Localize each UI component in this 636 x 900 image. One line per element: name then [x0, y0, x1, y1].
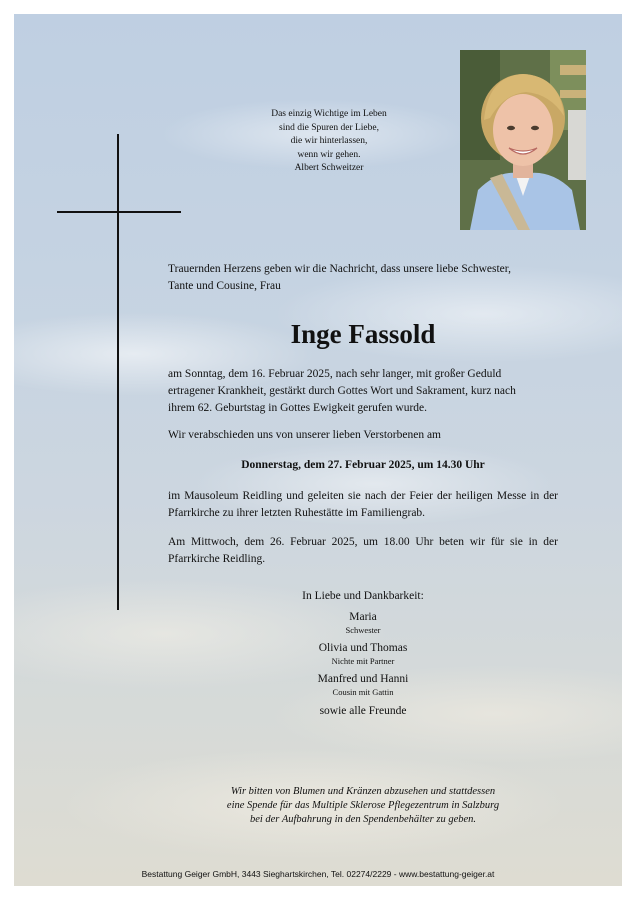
mourner-entry: [168, 610, 558, 636]
quote-block: [254, 108, 404, 176]
quote-line: sind die Spuren der Liebe,: [279, 122, 379, 133]
donation-request-line: Wir bitten von Blumen und Kränzen abzusehen und stattdessen: [230, 786, 496, 797]
quote-author: Albert Schweitzer: [294, 163, 364, 173]
quote-line: die wir hinterlassen,: [290, 136, 368, 146]
mourner-relation: Schwester: [345, 625, 381, 635]
mourner-name: Manfred und Hanni: [317, 673, 409, 685]
portrait-illustration: [460, 50, 586, 230]
mourner-entry: [168, 641, 558, 667]
cross-icon: [117, 134, 119, 610]
intro-line: Trauernden Herzens geben wir die Nachricht, dass unsere liebe Schwester,: [168, 263, 512, 275]
mourner-name: Olivia und Thomas: [318, 642, 408, 654]
prayer-notice: Am Mittwoch, dem 26. Februar 2025, um 18.00 Uhr beten wir für sie in der Pfarrkirche Reidling.: [168, 536, 558, 565]
donation-request-line: eine Spende für das Multiple Sklerose Pflegezentrum in Salzburg: [226, 800, 500, 811]
intro-text: [168, 261, 558, 295]
donation-request-line: bei der Aufbahrung in den Spendenbehälter zu geben.: [249, 814, 477, 825]
death-notice-line: am Sonntag, dem 16. Februar 2025, nach sehr langer, mit großer Geduld: [168, 368, 502, 380]
mourners-closing: sowie alle Freunde: [319, 705, 407, 717]
death-notice-line: ihrem 62. Geburtstag in Gottes Ewigkeit gerufen wurde.: [168, 402, 428, 414]
death-notice-line: ertragener Krankheit, gestärkt durch Gottes Wort und Sakrament, kurz nach: [168, 385, 516, 397]
quote-line: wenn wir gehen.: [297, 149, 361, 160]
mourner-entry: [168, 672, 558, 698]
deceased-name: Inge Fassold: [290, 319, 436, 349]
funeral-place: im Mausoleum Reidling und geleiten sie nach der Feier der heiligen Messe in der Pfarrkirche zu ihrer letzten Ruhestätte im Familiengrab.: [168, 490, 558, 519]
intro-line: Tante und Cousine, Frau: [168, 280, 281, 292]
mourner-relation: Nichte mit Partner: [331, 656, 395, 666]
quote-line: Das einzig Wichtige im Leben: [271, 109, 387, 119]
cross-icon-crossbar: [57, 211, 181, 213]
death-notice: [168, 366, 558, 417]
obituary-card: [14, 14, 622, 886]
mourners-lead: In Liebe und Dankbarkeit:: [302, 590, 424, 602]
farewell-intro: Wir verabschieden uns von unserer lieben Verstorbenen am: [168, 429, 441, 441]
mourner-name: Maria: [349, 611, 377, 623]
funeral-home-footer: Bestattung Geiger GmbH, 3443 Sieghartskirchen, Tel. 02274/2229 - www.bestattung-geiger.at: [141, 869, 495, 879]
portrait-photo: [460, 50, 586, 230]
mourners-block: [168, 588, 558, 720]
funeral-date: Donnerstag, dem 27. Februar 2025, um 14.30 Uhr: [241, 459, 485, 471]
mourner-relation: Cousin mit Gattin: [332, 687, 394, 697]
donation-request: [168, 785, 558, 827]
